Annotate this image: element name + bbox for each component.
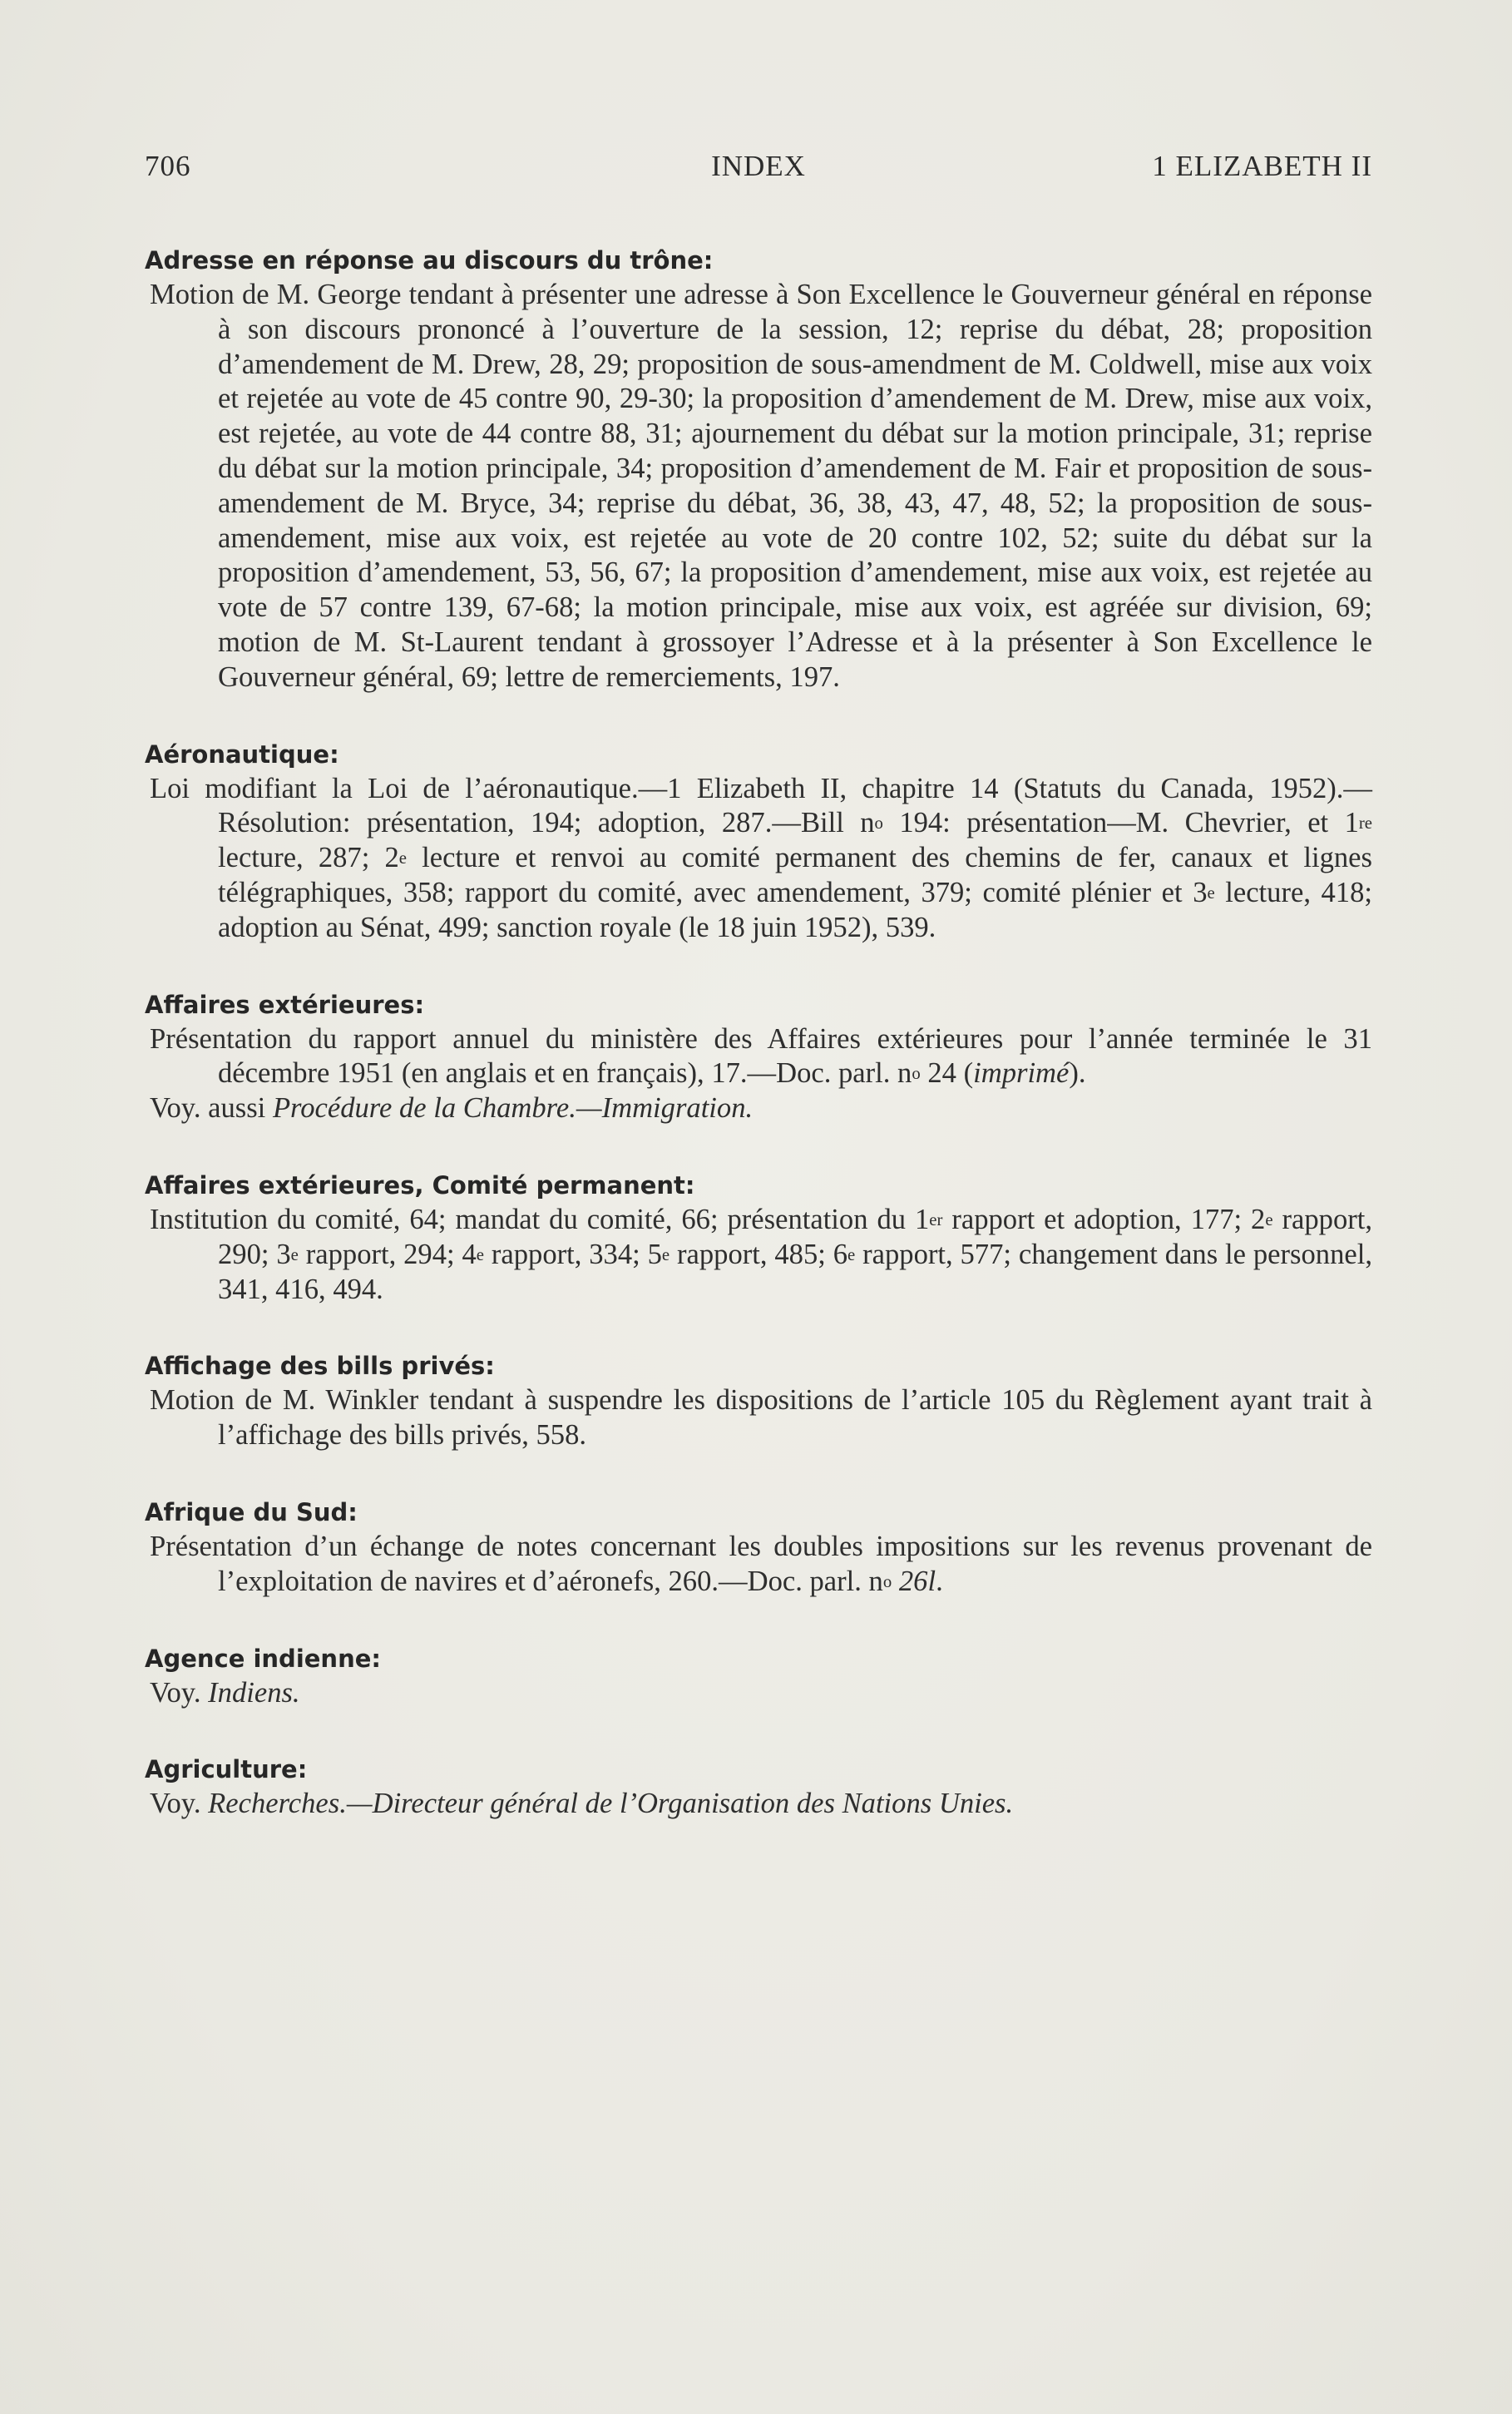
entry-text: Présentation d’un échange de notes concernant les doubles impositions sur les revenus provenant de l’exploitation de navires et d’aéronefs, 260.—Doc. parl. $n^o$ 26l.	[150, 1530, 1372, 1597]
running-header	[145, 150, 1372, 191]
page-number: 706	[145, 150, 191, 182]
entry-text: Loi modifiant la Loi de l’aéronautique.—1 Elizabeth II, chapitre 14 (Statuts du Canada, 1952).—Résolution: présentation, 194; adoption, 287.—Bill $n^o$ 194: présentation—M. Chevrier, et 1re lecture, 287; 2e lecture et renvoi au comité permanent des chemins de fer, canaux et lignes télégraphiques, 358; rapport du comité, avec amendement, 379; comité plénier et 3e lecture, 418; adoption au Sénat, 499; sanction royale (le 18 juin 1952), 539.	[150, 772, 1372, 943]
entry-heading: Affichage des bills privés:	[145, 1352, 495, 1381]
see-also-text: Voy. Recherches.—Directeur général de l’Organisation des Nations Unies.	[150, 1788, 1014, 1820]
entry-text: Présentation du rapport annuel du ministère des Affaires extérieures pour l’année terminée le 31 décembre 1951 (en anglais et en français), 17.—Doc. parl. $n^o$ 24 (imprimé).	[150, 1022, 1372, 1090]
index-entry-afrique-du-sud	[145, 1495, 1372, 1600]
index-entry-agence-indienne	[145, 1641, 1372, 1711]
entry-text: Institution du comité, 64; mandat du comité, 66; présentation du 1er rapport et adoption, 177; 2e rapport, 290; 3e rapport, 294; 4e rapport, 334; 5e rapport, 485; 6e rapport, 577; changement dans le personnel, 341, 416, 494.	[150, 1203, 1373, 1305]
index-entry-affaires-exterieures	[145, 987, 1372, 1126]
index-entries	[145, 243, 1372, 1822]
see-also-text: Voy. aussi Procédure de la Chambre.—Immigration.	[150, 1092, 754, 1125]
entry-heading: Adresse en réponse au discours du trône:	[145, 246, 714, 275]
index-entry-adresse	[145, 243, 1372, 695]
entry-heading: Agence indienne:	[145, 1644, 381, 1673]
entry-text: Motion de M. Winkler tendant à suspendre les dispositions de l’article 105 du Règlement ayant trait à l’affichage des bills privés, 558.	[150, 1384, 1372, 1452]
header-volume: 1 ELIZABETH II	[1152, 150, 1372, 182]
index-entry-agriculture	[145, 1752, 1372, 1822]
entry-text: Motion de M. George tendant à présenter une adresse à Son Excellence le Gouverneur général en réponse à son discours prononcé à l’ouverture de la session, 12; reprise du débat, 28; proposition d’amendement de M. Drew, 28, 29; proposition de sous-amendment de M. Coldwell, mise aux voix et rejetée au vote de 45 contre 90, 29-30; la proposition d’amendement de M. Drew, mise aux voix, est rejetée, au vote de 44 contre 88, 31; ajournement du débat sur la motion principale, 31; reprise du débat sur la motion principale, 34; proposition d’amendement de M. Fair et proposition de sous-amendement de M. Bryce, 34; reprise du débat, 36, 38, 43, 47, 48, 52; la proposition de sous-amendement, mise aux voix, est rejetée au vote de 20 contre 102, 52; suite du débat sur la proposition d’amendement, 53, 56, 67; la proposition d’amendement, mise aux voix, est rejetée au vote de 57 contre 139, 67-68; la motion principale, mise aux voix, est agréée sur division, 69; motion de M. St-Laurent tendant à grossoyer l’Adresse et à la présenter à Son Excellence le Gouverneur général, 69; lettre de remerciements, 197.	[150, 279, 1372, 693]
see-also-text: Voy. Indiens.	[150, 1676, 300, 1709]
index-entry-comite-permanent	[145, 1168, 1372, 1307]
entry-heading: Afrique du Sud:	[145, 1497, 358, 1526]
entry-heading: Affaires extérieures, Comité permanent:	[145, 1170, 695, 1200]
entry-heading: Aéronautique:	[145, 740, 339, 769]
index-entry-affichage	[145, 1348, 1372, 1453]
entry-heading: Agriculture:	[145, 1755, 308, 1784]
header-title: INDEX	[711, 150, 806, 182]
entry-heading: Affaires extérieures:	[145, 990, 425, 1019]
index-entry-aeronautique	[145, 737, 1372, 946]
